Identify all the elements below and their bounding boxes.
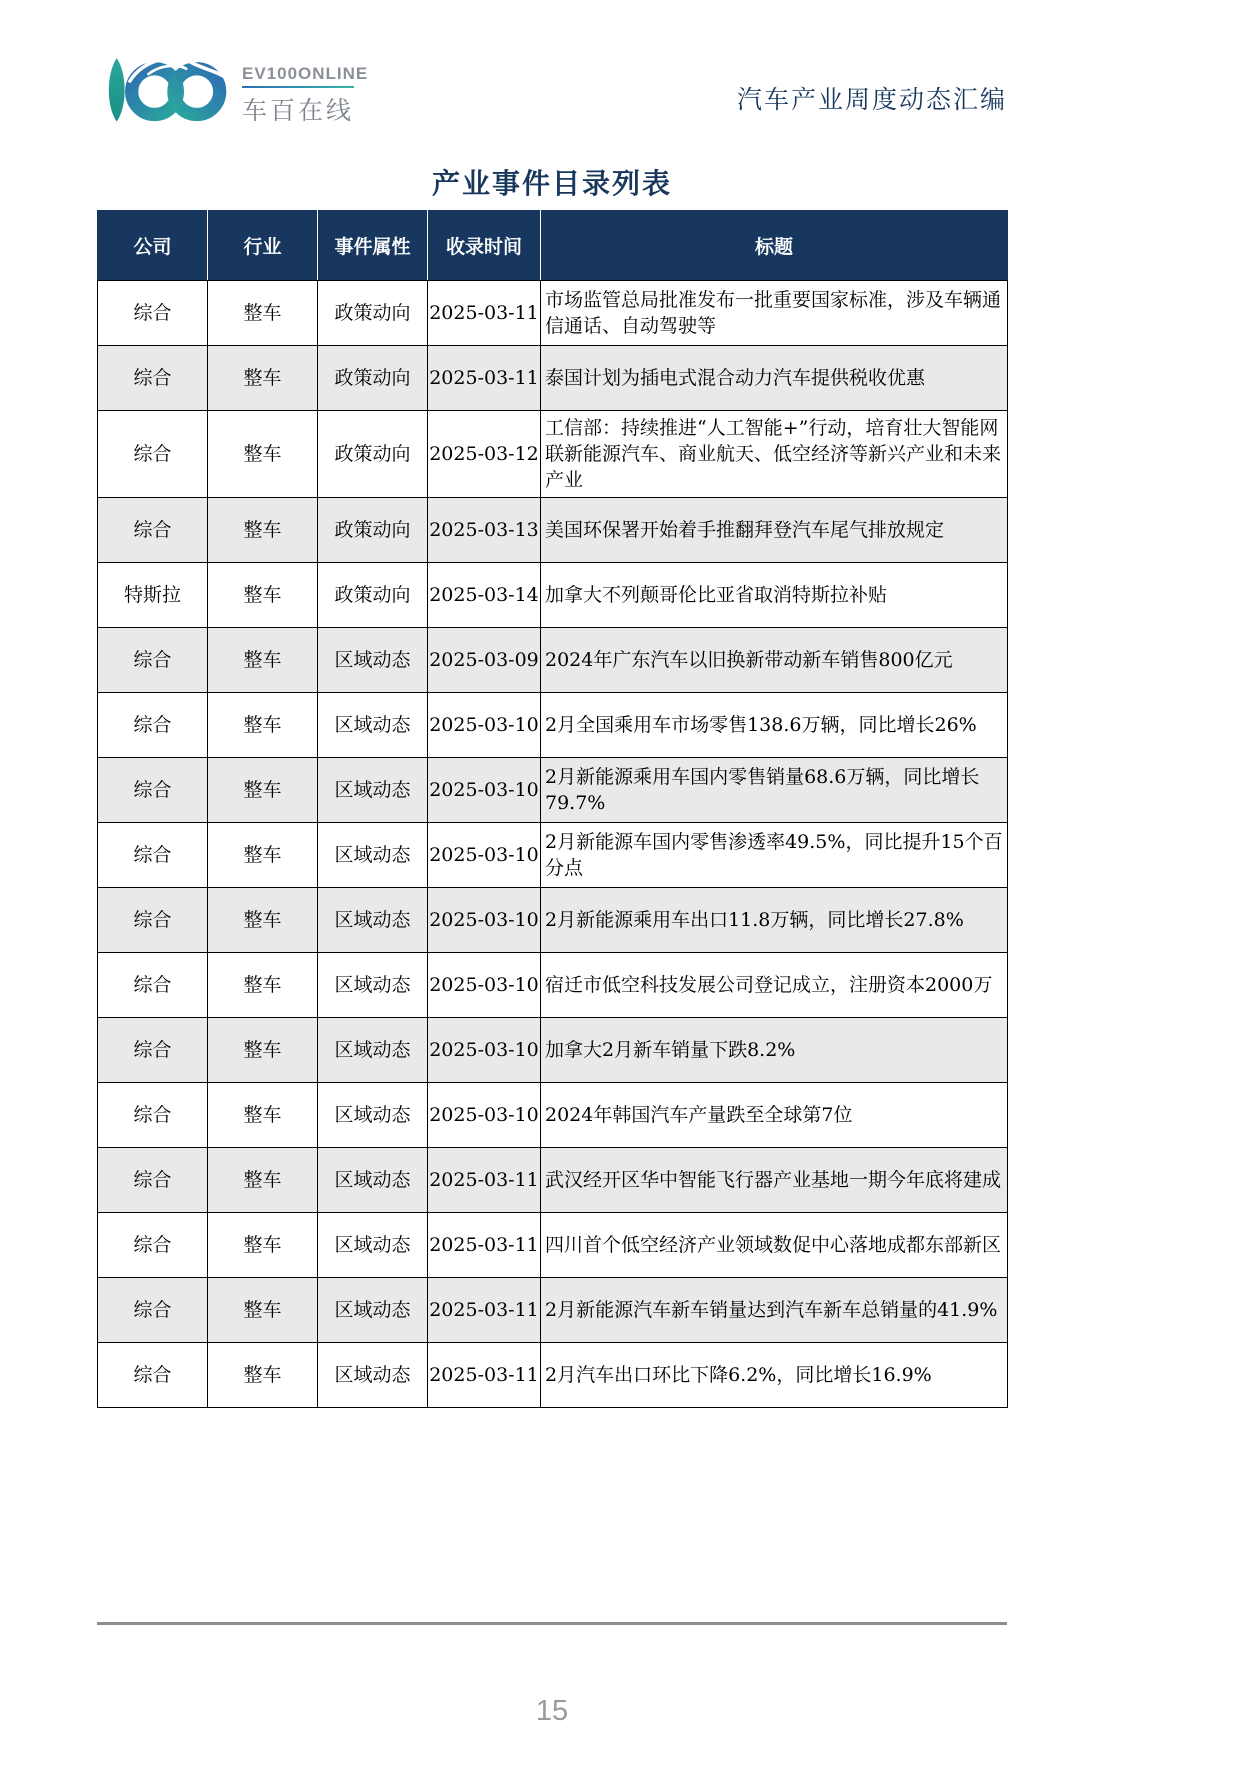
cell-title: 2月新能源汽车新车销量达到汽车新车总销量的41.9% [541,1278,1008,1343]
cell-date: 2025-03-13 [428,498,541,563]
page-title: 产业事件目录列表 [431,167,672,200]
cell-title: 宿迁市低空科技发展公司登记成立，注册资本2000万 [541,953,1008,1018]
cell-company: 综合 [98,346,208,411]
cell-industry: 整车 [208,1278,318,1343]
events-table-wrap [97,210,1007,1408]
ev100-logo-mark-icon [100,51,232,127]
logo-wordmark-cn: 车百在线 [242,96,355,125]
table-row [98,1213,1008,1278]
cell-industry: 整车 [208,346,318,411]
cell-event-type: 区域动态 [318,888,428,953]
cell-company: 综合 [98,953,208,1018]
cell-company: 综合 [98,1343,208,1408]
table-row [98,628,1008,693]
cell-date: 2025-03-11 [428,346,541,411]
cell-industry: 整车 [208,888,318,953]
table-row [98,346,1008,411]
cell-company: 综合 [98,411,208,498]
cell-date: 2025-03-11 [428,1148,541,1213]
cell-title: 泰国计划为插电式混合动力汽车提供税收优惠 [541,346,1008,411]
cell-industry: 整车 [208,758,318,823]
table-row [98,1343,1008,1408]
cell-title: 2月新能源乘用车出口11.8万辆，同比增长27.8% [541,888,1008,953]
cell-company: 综合 [98,1018,208,1083]
cell-industry: 整车 [208,1148,318,1213]
col-header-company: 公司 [98,211,208,281]
cell-company: 综合 [98,1083,208,1148]
cell-industry: 整车 [208,281,318,346]
footer-divider [97,1622,1007,1625]
col-header-event-type: 事件属性 [318,211,428,281]
page-header [97,50,1007,130]
cell-title: 2024年广东汽车以旧换新带动新车销售800亿元 [541,628,1008,693]
table-row [98,1018,1008,1083]
doc-header-title: 汽车产业周度动态汇编 [736,85,1007,114]
cell-date: 2025-03-10 [428,758,541,823]
cell-company: 综合 [98,888,208,953]
cell-event-type: 政策动向 [318,346,428,411]
cell-industry: 整车 [208,563,318,628]
cell-industry: 整车 [208,411,318,498]
table-row [98,498,1008,563]
cell-company: 综合 [98,498,208,563]
page-number: 15 [535,1695,569,1727]
cell-title: 2024年韩国汽车产量跌至全球第7位 [541,1083,1008,1148]
cell-industry: 整车 [208,1083,318,1148]
cell-event-type: 区域动态 [318,1343,428,1408]
cell-title: 2月全国乘用车市场零售138.6万辆，同比增长26% [541,693,1008,758]
cell-industry: 整车 [208,953,318,1018]
cell-industry: 整车 [208,1343,318,1408]
cell-event-type: 政策动向 [318,281,428,346]
cell-event-type: 区域动态 [318,758,428,823]
col-header-title: 标题 [541,211,1008,281]
cell-title: 2月汽车出口环比下降6.2%，同比增长16.9% [541,1343,1008,1408]
cell-event-type: 区域动态 [318,953,428,1018]
cell-company: 综合 [98,1278,208,1343]
ev100-logo [100,50,368,127]
table-row [98,563,1008,628]
cell-date: 2025-03-11 [428,1213,541,1278]
table-row [98,823,1008,888]
cell-event-type: 区域动态 [318,1278,428,1343]
cell-date: 2025-03-10 [428,1018,541,1083]
header-row [98,211,1008,281]
table-row [98,953,1008,1018]
table-row [98,1148,1008,1213]
cell-event-type: 区域动态 [318,823,428,888]
cell-industry: 整车 [208,823,318,888]
cell-title: 四川首个低空经济产业领域数促中心落地成都东部新区 [541,1213,1008,1278]
table-row [98,1278,1008,1343]
cell-date: 2025-03-10 [428,1083,541,1148]
cell-company: 综合 [98,693,208,758]
logo-wordmark-en: EV100ONLINE [242,64,369,83]
events-table [97,210,1008,1408]
cell-title: 2月新能源乘用车国内零售销量68.6万辆，同比增长79.7% [541,758,1008,823]
cell-title: 美国环保署开始着手推翻拜登汽车尾气排放规定 [541,498,1008,563]
cell-date: 2025-03-11 [428,1343,541,1408]
table-row [98,758,1008,823]
events-table-head [98,211,1008,281]
cell-company: 综合 [98,628,208,693]
cell-title: 工信部：持续推进“人工智能+”行动，培育壮大智能网联新能源汽车、商业航天、低空经济等新兴产业和未来产业 [541,411,1008,498]
cell-date: 2025-03-12 [428,411,541,498]
table-row [98,1083,1008,1148]
cell-date: 2025-03-11 [428,1278,541,1343]
table-row [98,693,1008,758]
cell-date: 2025-03-10 [428,953,541,1018]
cell-title: 市场监管总局批准发布一批重要国家标准，涉及车辆通信通话、自动驾驶等 [541,281,1008,346]
cell-industry: 整车 [208,628,318,693]
cell-title: 2月新能源车国内零售渗透率49.5%，同比提升15个百分点 [541,823,1008,888]
col-header-industry: 行业 [208,211,318,281]
cell-event-type: 区域动态 [318,628,428,693]
col-header-date: 收录时间 [428,211,541,281]
table-row [98,411,1008,498]
logo-text-block [242,50,368,127]
cell-industry: 整车 [208,1213,318,1278]
cell-company: 综合 [98,1213,208,1278]
cell-company: 特斯拉 [98,563,208,628]
cell-event-type: 区域动态 [318,693,428,758]
cell-industry: 整车 [208,498,318,563]
table-row [98,888,1008,953]
cell-date: 2025-03-10 [428,693,541,758]
cell-industry: 整车 [208,693,318,758]
cell-title: 加拿大2月新车销量下跌8.2% [541,1018,1008,1083]
cell-event-type: 政策动向 [318,563,428,628]
cell-date: 2025-03-10 [428,888,541,953]
cell-date: 2025-03-10 [428,823,541,888]
cell-event-type: 区域动态 [318,1083,428,1148]
cell-title: 武汉经开区华中智能飞行器产业基地一期今年底将建成 [541,1148,1008,1213]
cell-date: 2025-03-14 [428,563,541,628]
logo-gradient-rule [242,86,354,88]
cell-company: 综合 [98,758,208,823]
cell-event-type: 区域动态 [318,1213,428,1278]
cell-industry: 整车 [208,1018,318,1083]
cell-event-type: 政策动向 [318,411,428,498]
cell-date: 2025-03-09 [428,628,541,693]
cell-company: 综合 [98,823,208,888]
table-row [98,281,1008,346]
cell-event-type: 区域动态 [318,1148,428,1213]
events-table-body [98,281,1008,1408]
cell-date: 2025-03-11 [428,281,541,346]
cell-event-type: 区域动态 [318,1018,428,1083]
cell-title: 加拿大不列颠哥伦比亚省取消特斯拉补贴 [541,563,1008,628]
cell-event-type: 政策动向 [318,498,428,563]
cell-company: 综合 [98,281,208,346]
cell-company: 综合 [98,1148,208,1213]
